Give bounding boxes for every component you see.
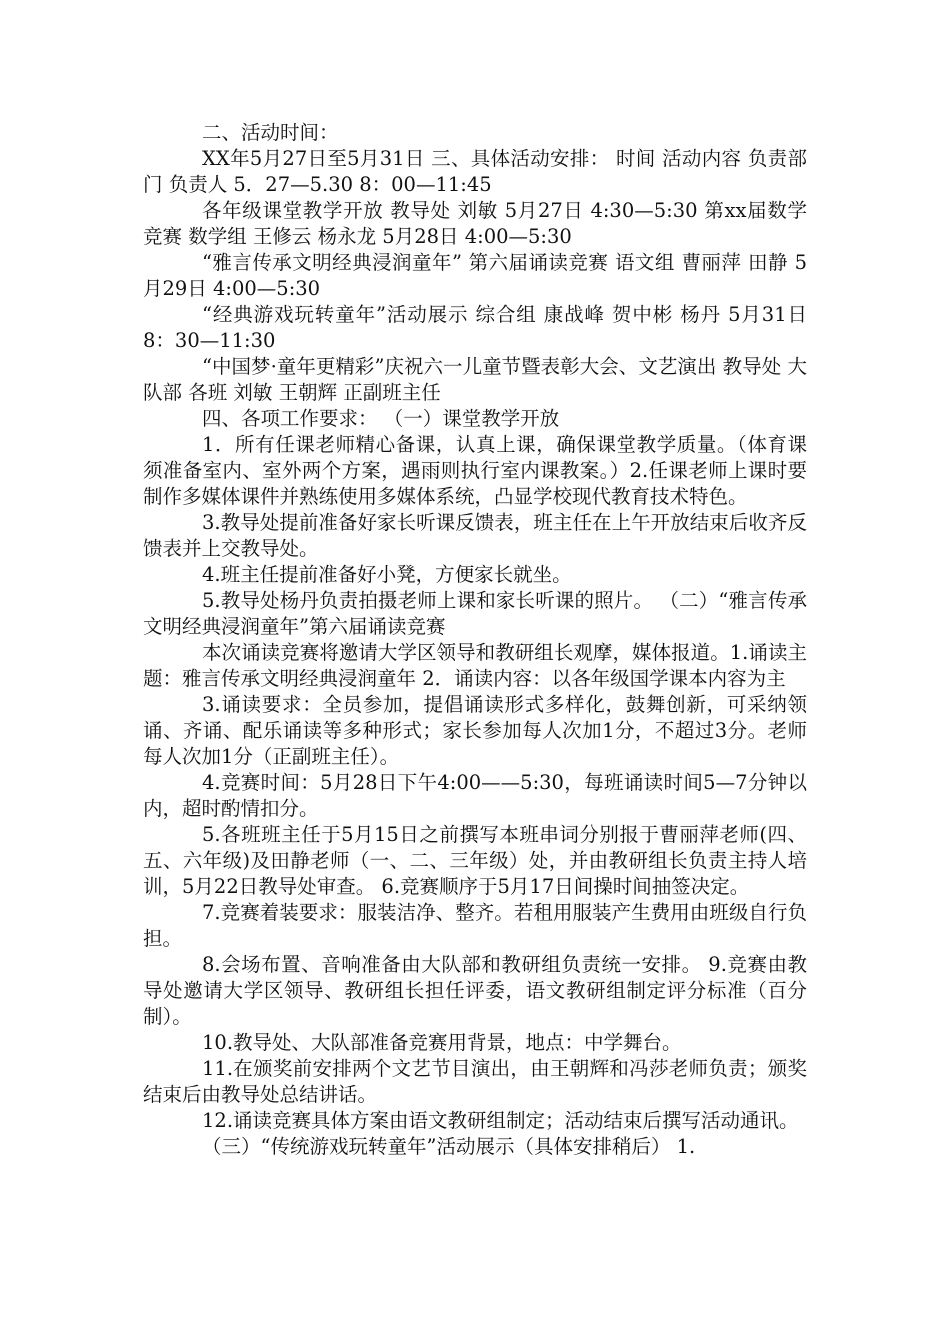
paragraph-schedule-row-4: “中国梦·童年更精彩”庆祝六一儿童节暨表彰大会、文艺演出 教导处 大队部 各班 刘敏 王朝辉 正副班主任 (143, 355, 807, 404)
paragraph-requirement-5: 5.教导处杨丹负责拍摄老师上课和家长听课的照片。 （二）“雅言传承文明经典浸润童年”第六届诵读竞赛 (143, 589, 807, 638)
paragraph-recitation-3: 3.诵读要求：全员参加，提倡诵读形式多样化，鼓舞创新，可采纳领诵、齐诵、配乐诵读等多种形式；家长参加每人次加1分，不超过3分。老师每人次加1分（正副班主任）。 (143, 693, 807, 768)
document-page (143, 120, 807, 1160)
paragraph-requirement-1: 1．所有任课老师精心备课，认真上课，确保课堂教学质量。（体育课须准备室内、室外两个方案，遇雨则执行室内课教案。）2.任课老师上课时要制作多媒体课件并熟练使用多媒体系统，凸显学校现代教育技术特色。 (143, 433, 807, 508)
paragraph-requirement-3: 3.教导处提前准备好家长听课反馈表，班主任在上午开放结束后收齐反馈表并上交教导处。 (143, 511, 807, 560)
paragraph-recitation-10: 10.教导处、大队部准备竞赛用背景，地点：中学舞台。 (202, 1031, 682, 1054)
paragraph-requirements-heading: 四、各项工作要求： （一）课堂教学开放 (202, 407, 560, 430)
paragraph-schedule-row-1: 各年级课堂教学开放 教导处 刘敏 5月27日 4:30—5:30 第xx届数学竞赛 数学组 王修云 杨永龙 5月28日 4:00—5:30 (143, 199, 807, 248)
paragraph-recitation-12: 12.诵读竞赛具体方案由语文教研组制定；活动结束后撰写活动通讯。 (202, 1109, 799, 1132)
paragraph-schedule-intro: XX年5月27日至5月31日 三、具体活动安排： 时间 活动内容 负责部门 负责人 5．27—5.30 8：00—11:45 (143, 147, 807, 196)
paragraph-requirement-4: 4.班主任提前准备好小凳，方便家长就坐。 (202, 563, 572, 586)
paragraph-recitation-8: 8.会场布置、音响准备由大队部和教研组负责统一安排。 9.竞赛由教导处邀请大学区领导、教研组长担任评委，语文教研组制定评分标准（百分制）。 (143, 953, 807, 1028)
paragraph-recitation-4: 4.竞赛时间：5月28日下午4:00——5:30，每班诵读时间5—7分钟以内，超时酌情扣分。 (143, 771, 807, 820)
paragraph-schedule-row-3: “经典游戏玩转童年”活动展示 综合组 康战峰 贺中彬 杨丹 5月31日 8：30—11:30 (143, 303, 807, 352)
paragraph-recitation-11: 11.在颁奖前安排两个文艺节目演出，由王朝辉和冯莎老师负责；颁奖结束后由教导处总结讲话。 (143, 1057, 807, 1106)
paragraph-recitation-5: 5.各班班主任于5月15日之前撰写本班串词分别报于曹丽萍老师(四、五、六年级)及田静老师（一、二、三年级）处，并由教研组长负责主持人培训，5月22日教导处审查。 6.竞赛顺序于5月17日间操时间抽签决定。 (143, 823, 807, 898)
paragraph-recitation-intro: 本次诵读竞赛将邀请大学区领导和教研组长观摩，媒体报道。1.诵读主题：雅言传承文明经典浸润童年 2．诵读内容：以各年级国学课本内容为主 (143, 641, 807, 690)
paragraph-recitation-7: 7.竞赛着装要求：服装洁净、整齐。若租用服装产生费用由班级自行负担。 (143, 901, 807, 950)
paragraph-schedule-row-2: “雅言传承文明经典浸润童年” 第六届诵读竞赛 语文组 曹丽萍 田静 5月29日 4:00—5:30 (143, 251, 807, 300)
paragraph-games-heading: （三）“传统游戏玩转童年”活动展示（具体安排稍后） 1. (202, 1135, 696, 1158)
paragraph-activity-time-heading: 二、活动时间： (202, 121, 339, 144)
